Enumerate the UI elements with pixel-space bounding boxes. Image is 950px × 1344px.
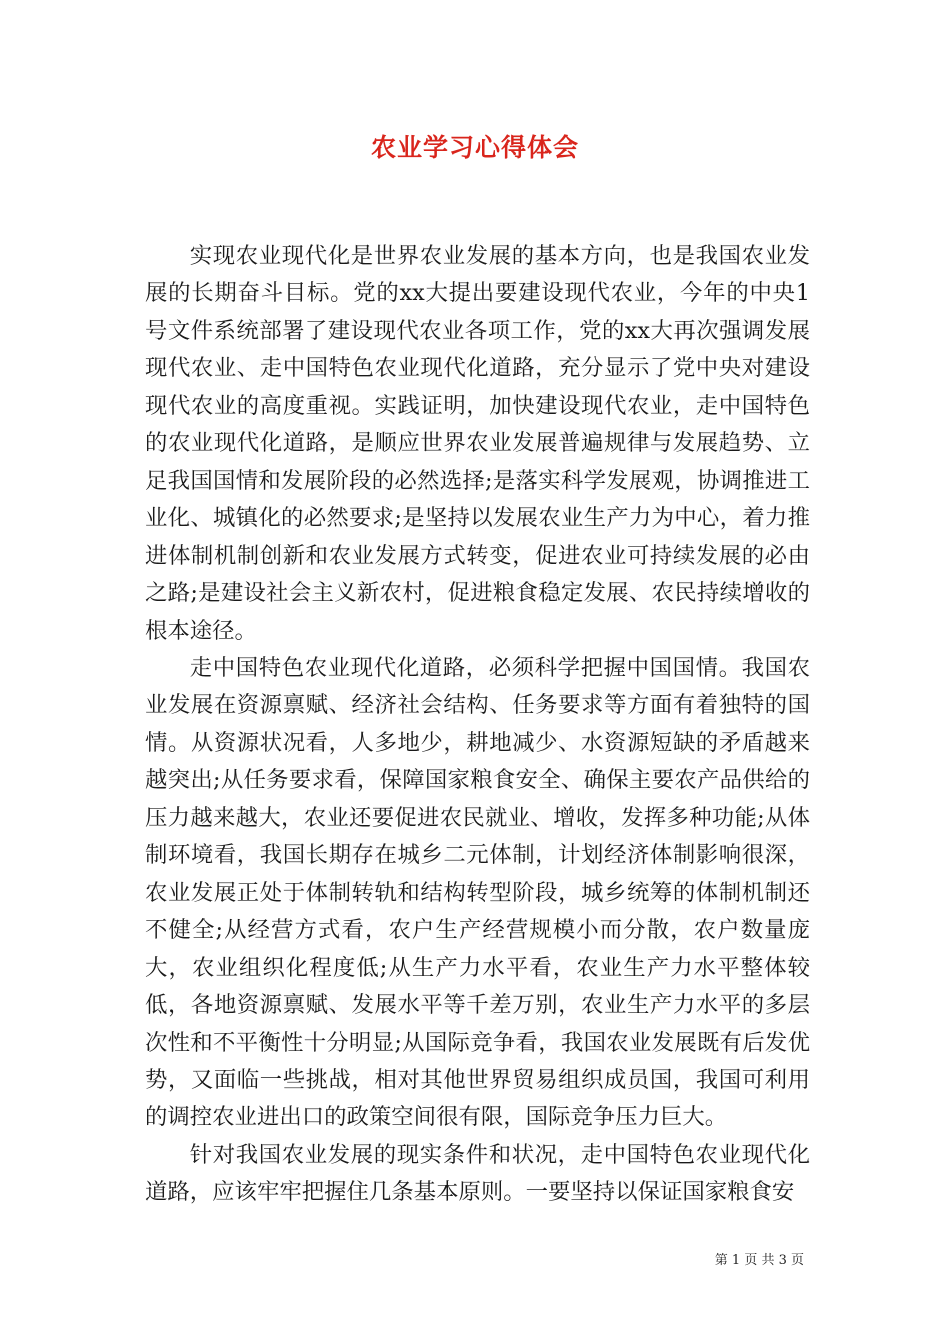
page-number-footer: 第 1 页 共 3 页 [714, 1253, 804, 1268]
document-body [145, 238, 810, 1212]
document-title: 农业学习心得体会 [370, 133, 579, 162]
paragraph-1: 实现农业现代化是世界农业发展的基本方向，也是我国农业发展的长期奋斗目标。党的xx大提出要建设现代农业，今年的中央1号文件系统部署了建设现代农业各项工作，党的xx大再次强调发展现代农业、走中国特色农业现代化道路，充分显示了党中央对建设现代农业的高度重视。实践证明，加快建设现代农业，走中国特色的农业现代化道路，是顺应世界农业发展普遍规律与发展趋势、立足我国国情和发展阶段的必然选择;是落实科学发展观，协调推进工业化、城镇化的必然要求;是坚持以发展农业生产力为中心，着力推进体制机制创新和农业发展方式转变，促进农业可持续发展的必由之路;是建设社会主义新农村，促进粮食稳定发展、农民持续增收的根本途径。 [145, 243, 810, 644]
paragraph-3: 针对我国农业发展的现实条件和状况，走中国特色农业现代化道路，应该牢牢把握住几条基本原则。一要坚持以保证国家粮食安 [145, 1141, 810, 1206]
paragraph-2: 走中国特色农业现代化道路，必须科学把握中国国情。我国农业发展在资源禀赋、经济社会结构、任务要求等方面有着独特的国情。从资源状况看，人多地少，耕地减少、水资源短缺的矛盾越来越突出;从任务要求看，保障国家粮食安全、确保主要农产品供给的压力越来越大，农业还要促进农民就业、增收，发挥多种功能;从体制环境看，我国长期存在城乡二元体制，计划经济体制影响很深，农业发展正处于体制转轨和结构转型阶段，城乡统筹的体制机制还不健全;从经营方式看，农户生产经营规模小而分散，农户数量庞大，农业组织化程度低;从生产力水平看，农业生产力水平整体较低，各地资源禀赋、发展水平等千差万别，农业生产力水平的多层次性和不平衡性十分明显;从国际竞争看，我国农业发展既有后发优势，又面临一些挑战，相对其他世界贸易组织成员国，我国可利用的调控农业进出口的政策空间很有限，国际竞争压力巨大。 [145, 654, 810, 1131]
